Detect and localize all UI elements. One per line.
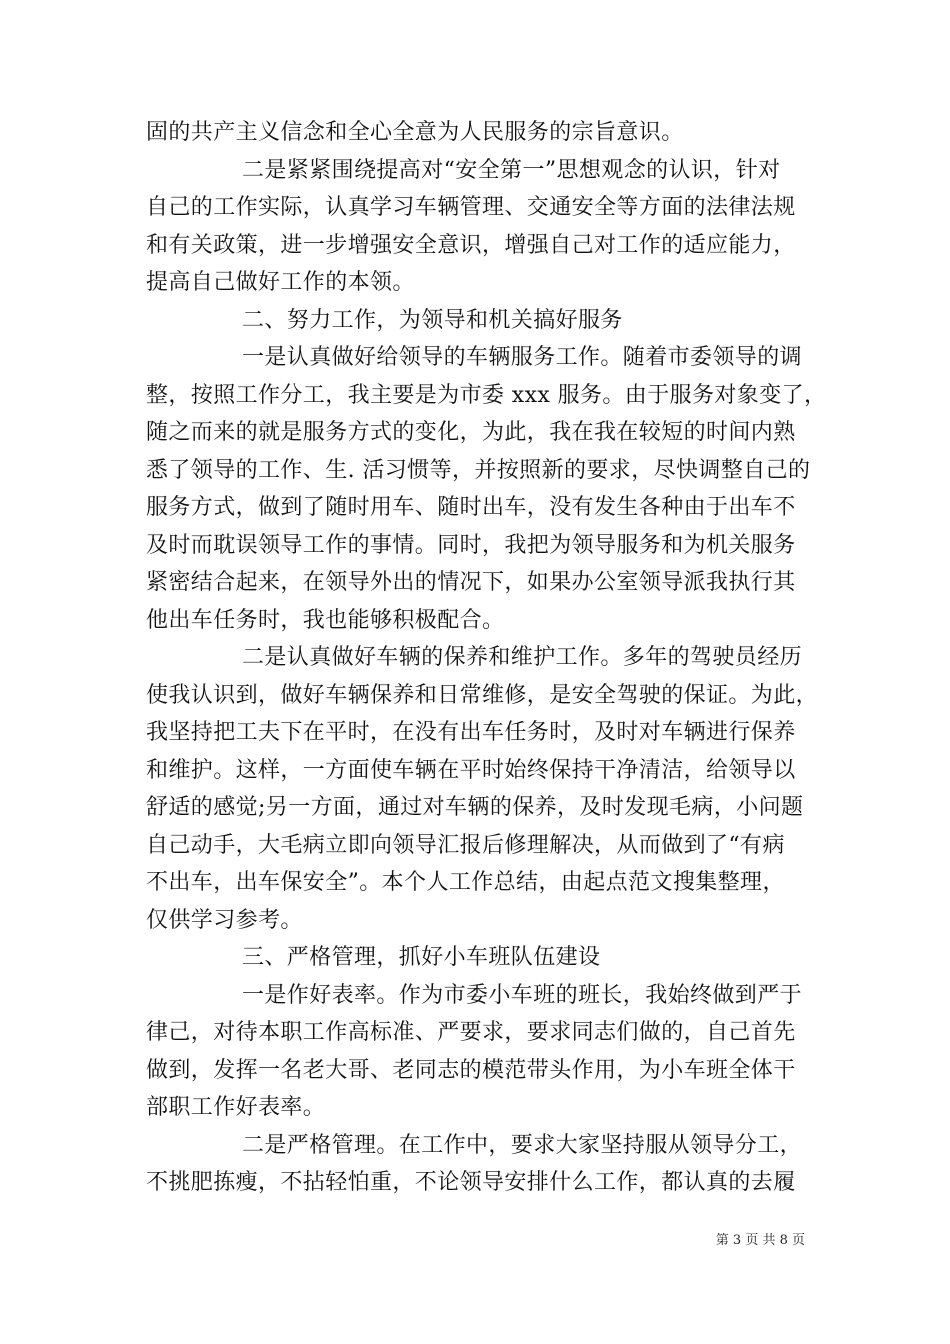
text-line: 及时而耽误领导工作的事情。同时，我把为领导服务和为机关服务 [146, 532, 796, 558]
text-line: 一是认真做好给领导的车辆服务工作。随着市委领导的调 [242, 345, 803, 370]
text-line: 我坚持把工夫下在平时，在没有出车任务时，及时对车辆进行保养 [146, 720, 796, 745]
section-heading: 二、努力工作，为领导和机关搞好服务 [242, 307, 623, 333]
text-line: 部职工作好表率。 [146, 1095, 326, 1120]
text-line: 悉了领导的工作、生. 活习惯等，并按照新的要求，尽快调整自己的 [146, 457, 811, 483]
text-line: 自己动手，大毛病立即向领导汇报后修理解决，从而做到了“有病 [146, 832, 785, 858]
text-line: 提高自己做好工作的本领。 [146, 270, 415, 295]
text-line: 自己的工作实际，认真学习车辆管理、交通安全等方面的法律法规 [146, 195, 796, 220]
text-line: 舒适的感觉;另一方面，通过对车辆的保养，及时发现毛病，小问题 [146, 795, 804, 820]
text-line: 不出车，出车保安全”。本个人工作总结，由起点范文搜集整理， [146, 870, 785, 895]
text-line: 律己，对待本职工作高标准、严要求，要求同志们做的，自己首先 [146, 1020, 796, 1045]
text-line: 服务方式，做到了随时用车、随时出车，没有发生各种由于出车不 [146, 495, 796, 520]
text-line: 二是严格管理。在工作中，要求大家坚持服从领导分工， [242, 1132, 803, 1158]
text-line: 随之而来的就是服务方式的变化，为此，我在我在较短的时间内熟 [146, 420, 796, 445]
text-line: 二是认真做好车辆的保养和维护工作。多年的驾驶员经历 [242, 645, 803, 670]
text-line: 二是紧紧围绕提高对“安全第一”思想观念的认识，针对 [242, 157, 781, 183]
text-line: 使我认识到，做好车辆保养和日常维修，是安全驾驶的保证。为此， [146, 682, 819, 708]
text-line: 固的共产主义信念和全心全意为人民服务的宗旨意识。 [146, 120, 684, 145]
text-line: 一是作好表率。作为市委小车班的班长，我始终做到严于 [242, 982, 803, 1008]
text-line: 整，按照工作分工，我主要是为市委 xxx 服务。由于服务对象变了， [146, 382, 827, 408]
text-line: 不挑肥拣瘦，不拈轻怕重，不论领导安排什么工作，都认真的去履 [146, 1170, 796, 1195]
text-line: 和有关政策，进一步增强安全意识，增强自己对工作的适应能力， [146, 232, 796, 258]
text-line: 做到，发挥一名老大哥、老同志的模范带头作用，为小车班全体干 [146, 1057, 796, 1083]
text-line: 他出车任务时，我也能够积极配合。 [146, 607, 505, 633]
section-heading: 三、严格管理，抓好小车班队伍建设 [242, 945, 601, 970]
text-line: 和维护。这样，一方面使车辆在平时始终保持干净清洁，给领导以 [146, 757, 796, 783]
text-line: 仅供学习参考。 [146, 907, 303, 933]
page-number: 第 3 页 共 8 页 [715, 1233, 805, 1248]
body-text [146, 114, 826, 1202]
text-line: 紧密结合起来，在领导外出的情况下，如果办公室领导派我执行其 [146, 570, 796, 595]
